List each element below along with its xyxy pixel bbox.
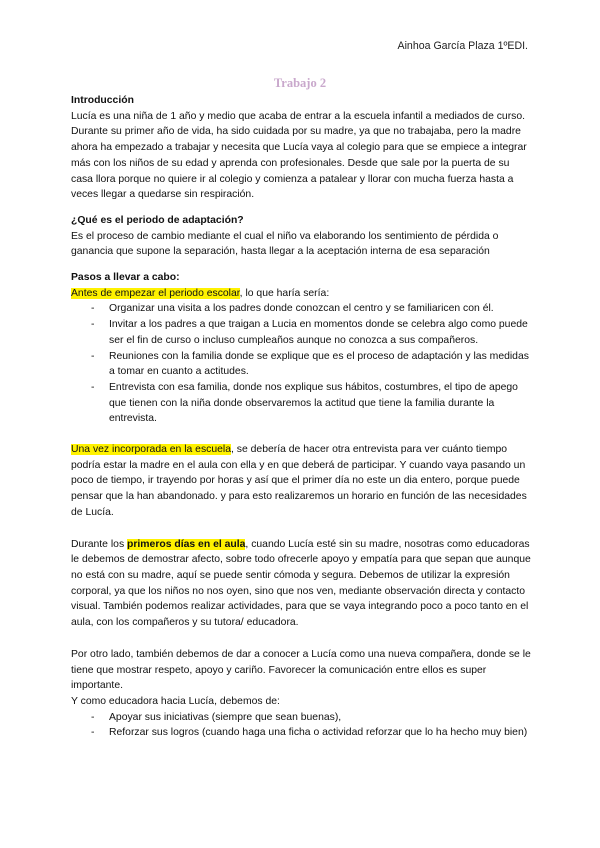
highlighted-text: Antes de empezar el periodo escolar <box>71 287 240 299</box>
steps-list <box>71 301 531 427</box>
adaptation-paragraph: Es el proceso de cambio mediante el cual el niño va elaborando los sentimiento de pérdida o ganancia que supone la separación, hasta llegar a la aceptación interna de esa separación <box>71 230 499 258</box>
educator-intro: Y como educadora hacia Lucía, debemos de: <box>71 695 280 707</box>
steps-intro-rest: , lo que haría sería: <box>239 287 330 299</box>
list-item: - Organizar una visita a los padres donde conozcan el centro y se familiaricen con él. <box>71 301 531 317</box>
steps-intro <box>71 286 531 302</box>
educator-list <box>71 710 531 741</box>
list-item: - Entrevista con esa familia, donde nos explique sus hábitos, costumbres, el tipo de apego que tienen con la niña donde observaremos la actitud que tiene la familia durante la entrevista. <box>71 380 531 427</box>
intro-paragraph: Lucía es una niña de 1 año y medio que acaba de entrar a la escuela infantil a mediados de curso. Durante su primer año de vida, ha sido cuidada por su madre, ya que no trabajaba, pero la madre ahora ha empezado a trabajar y necesita que Lucía vaya al colegio para que se empiece a integrar más con los niños de su edad y aprenda con profesionales. Desde que sale por la puerta de su casa llora porque no quiere ir al colegio y comienza a patalear y llorar con mucha fuerza hasta a veces llegar a quedarse sin respiración. <box>71 110 527 201</box>
adaptation-heading: ¿Qué es el periodo de adaptación? <box>71 214 244 226</box>
list-item: - Apoyar sus iniciativas (siempre que sean buenas), <box>71 710 531 726</box>
highlighted-text: Una vez incorporada en la escuela <box>71 444 231 456</box>
closing-paragraph: Por otro lado, también debemos de dar a conocer a Lucía como una nueva compañera, donde se le tiene que mostrar respeto, apoyo y cariño. Favorecer la comunicación entre ellos es super importante. <box>71 648 531 692</box>
author-line: Ainhoa García Plaza 1ºEDI. <box>397 40 528 52</box>
list-item: - Reforzar sus logros (cuando haga una ficha o actividad reforzar que lo ha hecho muy bien) <box>71 725 531 741</box>
highlighted-text: primeros días en el aula <box>127 538 246 550</box>
school-paragraph: Una vez incorporada en la escuela, se debería de hacer otra entrevista para ver cuánto tiempo podría estar la madre en el aula con ella y en que deberá de participar. Y cuando vaya pasando un poco de tiempo, ir trayendo por horas y así que el primer día no este un dia entero, porque puede pensar que la han abandonado. y para esto realizaremos un horario en función de las necesidades de Lucía. <box>71 444 527 518</box>
document-title: Trabajo 2 <box>273 76 327 90</box>
first-days-paragraph: Durante los primeros días en el aula, cuando Lucía esté sin su madre, nosotras como educadoras le debemos de demostrar afecto, sobre todo ofrecerle apoyo y empatía para que sepan que aunque no está con su madre, aquí se puede sentir cómoda y segura. Debemos de utilizar la expresión corporal, ya que los niños no nos oyen, sino que nos ven, mediante observación directa y contacto visual. También podemos realizar actividades, para que se vaya integrando poco a poco tanto en el aula, con los compañeros y su tutora/ educadora. <box>71 538 531 629</box>
list-item: - Reuniones con la familia donde se explique que es el proceso de adaptación y las medidas a tomar en cuanto a actitudes. <box>71 349 531 380</box>
intro-heading: Introducción <box>71 95 134 106</box>
steps-heading: Pasos a llevar a cabo: <box>71 272 180 284</box>
document-body <box>71 93 531 741</box>
list-item: - Invitar a los padres a que traigan a Lucia en momentos donde se celebra algo como puede ser el fin de curso o incluso cumpleaños aunque no conozca a sus compañeros. <box>71 317 531 348</box>
